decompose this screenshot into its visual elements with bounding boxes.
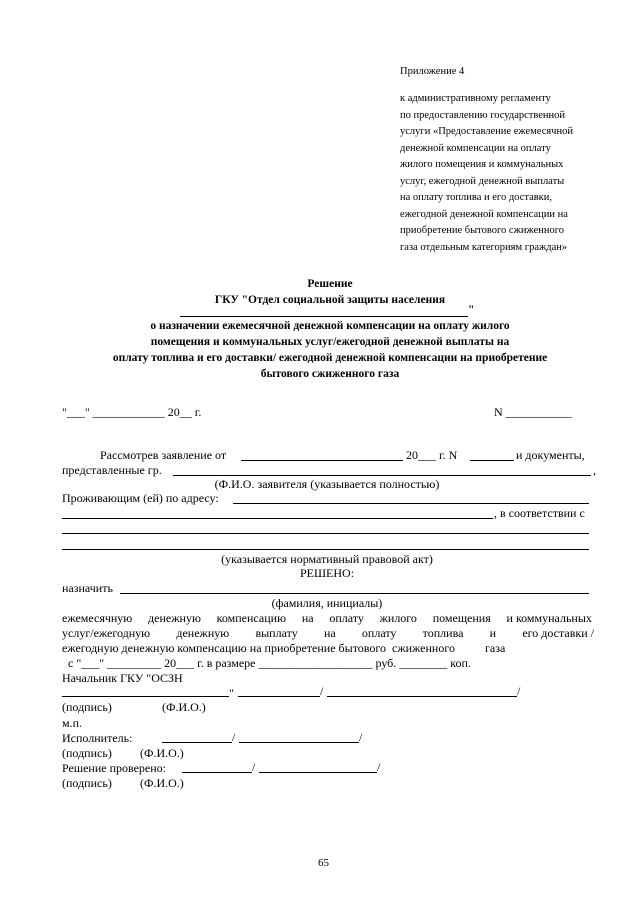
legal-act-line xyxy=(62,533,589,534)
fio-hint-short: (Ф.И.О.) xyxy=(162,700,206,714)
appendix-text xyxy=(400,91,573,256)
subject-line: оплату топлива и его доставки/ ежегодной денежной компенсации на приобретение xyxy=(112,352,548,364)
decision-text-line-3: ежегодную денежную компенсацию на приобретение бытового сжиженного газа xyxy=(62,641,506,655)
legal-act-line-2 xyxy=(62,549,589,550)
executor-signature-line xyxy=(162,742,232,743)
assign-label: назначить xyxy=(62,581,113,595)
word: оплату xyxy=(329,611,364,625)
head-close-quote: " xyxy=(229,686,234,700)
appendix-line: услуг, ежегодной денежной выплаты xyxy=(400,175,565,187)
appendix-line: жилого помещения и коммунальных xyxy=(400,159,564,170)
word: оплату xyxy=(361,626,397,640)
document-title: Решение xyxy=(307,278,353,290)
decision-date: "___" ____________ 20__ г. xyxy=(62,405,202,419)
comma: , xyxy=(593,463,596,477)
review-prefix: Рассмотрев заявление от xyxy=(100,448,227,462)
word: помещения xyxy=(432,611,491,625)
payment-period: с "___" _________ 20___ г. в размере ___________________ руб. ________ коп. xyxy=(68,656,471,670)
address-line xyxy=(233,503,589,504)
subject-line: помещения и коммунальных услуг/ежегодной денежной выплаты на xyxy=(150,336,510,348)
slash: / xyxy=(517,684,521,698)
appendix-line: приобретение бытового сжиженного xyxy=(400,225,565,236)
appendix-line: ежегодной денежной компенсации на xyxy=(400,208,568,220)
subject-line: бытового сжиженного газа xyxy=(260,368,400,380)
decided-label: РЕШЕНО: xyxy=(299,566,355,580)
org-close-quote: " xyxy=(468,304,475,316)
slash: / xyxy=(377,760,381,774)
appendix-line: денежной компенсации на оплату xyxy=(400,142,551,154)
word: денежную xyxy=(148,611,201,625)
applicant-name-line xyxy=(173,475,591,476)
executor-label: Исполнитель: xyxy=(62,731,133,745)
subject-line: о назначении ежемесячной денежной компенсации на оплату жилого xyxy=(150,320,510,332)
application-number-line xyxy=(470,460,514,461)
word: на xyxy=(301,611,314,625)
word: компенсацию xyxy=(216,611,287,625)
page-number: 65 xyxy=(318,857,329,869)
submitted-label: представленные гр. xyxy=(62,463,162,477)
word: денежную xyxy=(176,626,230,640)
executor-name-line xyxy=(239,742,359,743)
recipient-name-line xyxy=(120,593,589,594)
word: топлива xyxy=(422,626,464,640)
appendix-line: к административному регламенту xyxy=(400,93,551,104)
accordance-label: , в соответствии с xyxy=(494,506,585,520)
appendix-line: услуги «Предоставление ежемесячной xyxy=(400,126,573,137)
address-label: Проживающим (ей) по адресу: xyxy=(62,491,219,505)
word: услуг/ежегодную xyxy=(62,626,151,640)
appendix-line: газа отдельным категориям граждан» xyxy=(400,241,568,253)
address-line-2 xyxy=(62,518,493,519)
organization-name: ГКУ "Отдел социальной защиты населения xyxy=(214,294,446,306)
org-name-line xyxy=(180,316,468,317)
fio-hint: (Ф.И.О. заявителя (указывается полностью) xyxy=(214,477,440,491)
decision-text-line-1 xyxy=(62,611,592,626)
word: на xyxy=(323,626,336,640)
word: жилого xyxy=(379,611,417,625)
slash: / xyxy=(232,730,236,744)
decision-text-line-2 xyxy=(62,626,594,641)
decision-number: N ___________ xyxy=(494,405,572,419)
word: ежемесячную xyxy=(62,611,133,625)
fio-hint-short: (Ф.И.О.) xyxy=(140,776,184,790)
word: выплату xyxy=(255,626,298,640)
appendix-number: Приложение 4 xyxy=(400,66,465,77)
word: и коммунальных xyxy=(506,611,592,625)
review-suffix: и документы, xyxy=(516,448,585,462)
signature-hint: (подпись) xyxy=(62,746,112,760)
checked-label: Решение проверено: xyxy=(62,761,167,775)
appendix-line: по предоставлению государственной xyxy=(400,109,566,121)
head-name-line xyxy=(327,696,517,697)
checker-signature-line xyxy=(182,772,252,773)
checker-name-line xyxy=(259,772,377,773)
word: его доставки / xyxy=(522,626,594,640)
slash: / xyxy=(252,760,256,774)
head-org-line xyxy=(62,696,229,697)
signature-hint: (подпись) xyxy=(62,776,112,790)
fio-hint-short: (Ф.И.О.) xyxy=(140,746,184,760)
head-signature-line xyxy=(238,696,320,697)
appendix-line: на оплату топлива и его доставки, xyxy=(400,192,553,203)
slash: / xyxy=(359,730,363,744)
slash: / xyxy=(320,684,324,698)
review-year: 20___ г. N xyxy=(406,448,458,462)
stamp-label: м.п. xyxy=(62,716,83,730)
name-hint: (фамилия, инициалы) xyxy=(271,596,383,610)
word: и xyxy=(489,626,497,640)
application-date-line xyxy=(241,460,403,461)
head-title: Начальник ГКУ "ОСЗН xyxy=(62,671,183,685)
legal-act-hint: (указывается нормативный правовой акт) xyxy=(221,552,433,566)
signature-hint: (подпись) xyxy=(62,700,112,714)
